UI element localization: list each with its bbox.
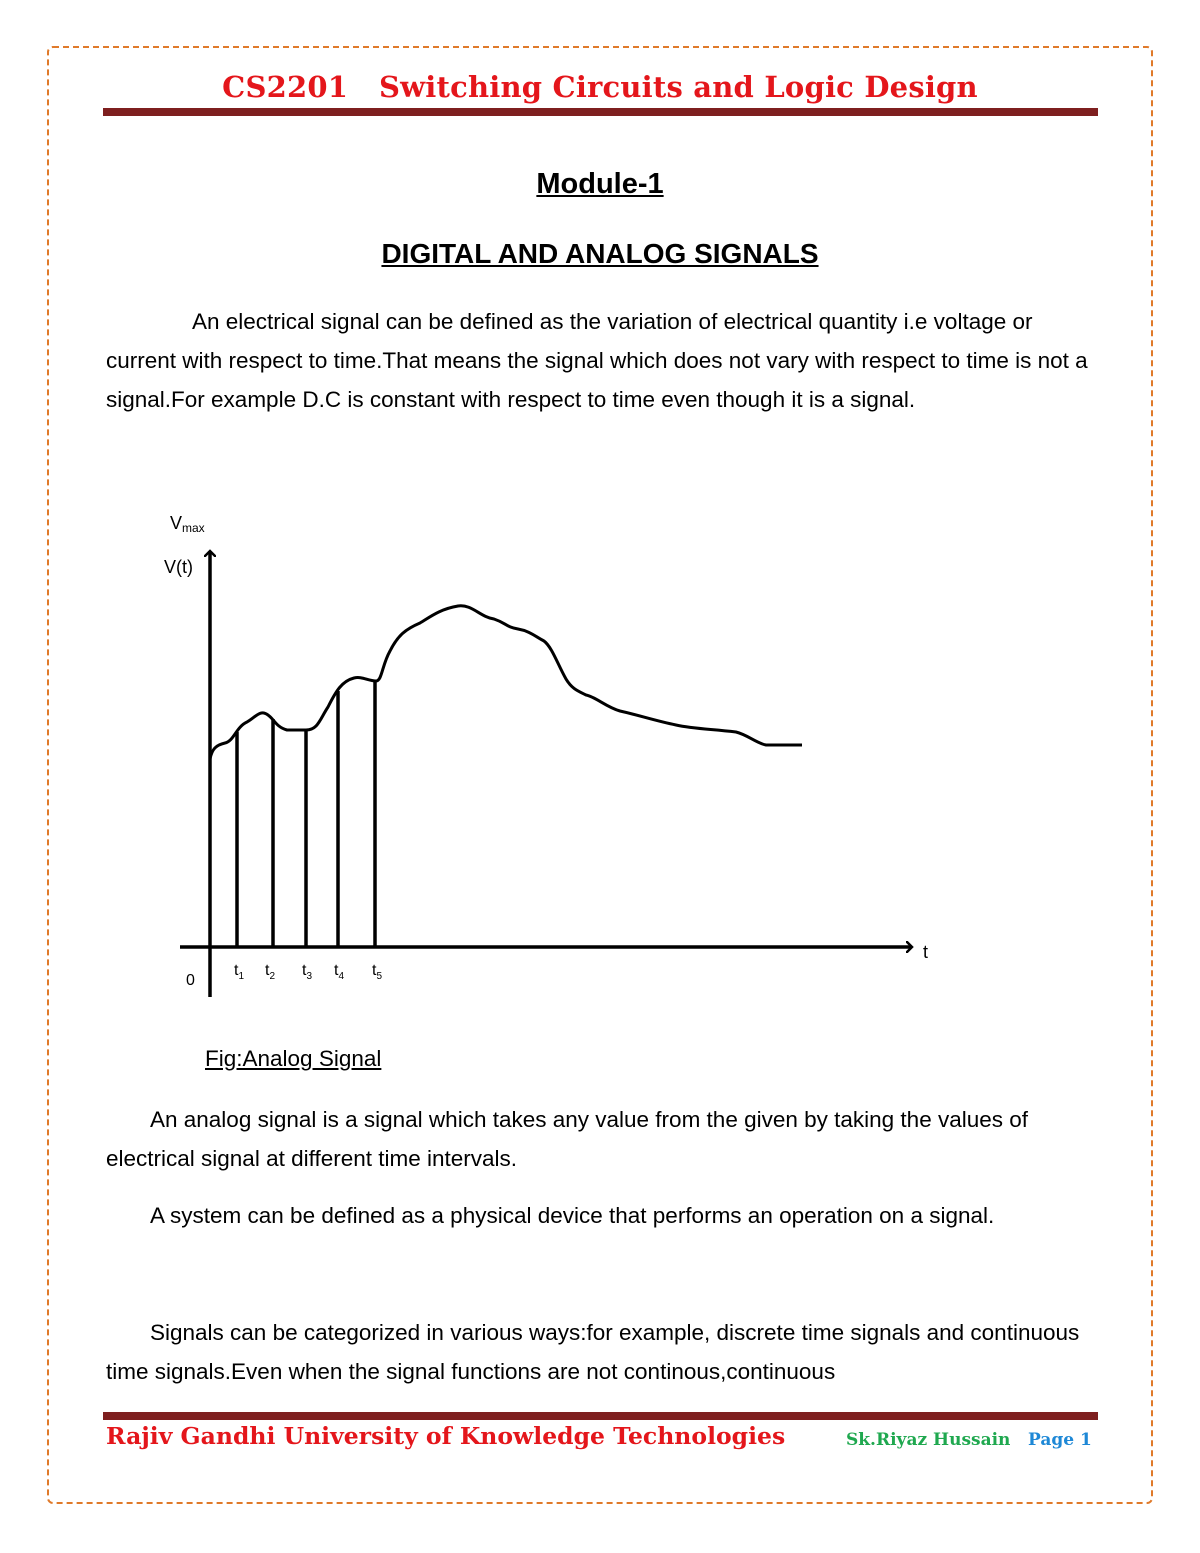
header-rule bbox=[103, 108, 1098, 116]
system-definition-paragraph: A system can be defined as a physical device that performs an operation on a signal. bbox=[150, 1203, 995, 1228]
origin-label: 0 bbox=[186, 972, 195, 989]
tick-label-t2: $t_2$ bbox=[265, 962, 276, 982]
footer-page-number: Page 1 bbox=[1028, 1430, 1092, 1450]
footer-author: Sk.Riyaz Hussain bbox=[846, 1430, 1011, 1450]
tick-label-t5: $t_5$ bbox=[372, 962, 383, 982]
analog-definition-paragraph: An analog signal is a signal which takes any value from the given by taking the values of electrical signal at different time intervals. bbox=[106, 1107, 1029, 1171]
signal-curve bbox=[210, 606, 802, 759]
tick-label-t1: $t_1$ bbox=[234, 962, 245, 982]
footer-institution: Rajiv Gandhi University of Knowledge Technologies bbox=[106, 1422, 786, 1450]
section-title: DIGITAL AND ANALOG SIGNALS bbox=[381, 238, 819, 269]
tick-label-t4: $t_4$ bbox=[334, 962, 345, 982]
vmax-label: Vmax bbox=[170, 513, 205, 535]
footer-rule bbox=[103, 1412, 1098, 1420]
tick-label-t3: $t_3$ bbox=[302, 962, 313, 982]
course-header-title: CS2201 Switching Circuits and Logic Design bbox=[222, 70, 978, 104]
figure-caption: Fig:Analog Signal bbox=[205, 1046, 382, 1071]
analog-signal-diagram bbox=[150, 505, 960, 1015]
intro-paragraph: An electrical signal can be defined as the variation of electrical quantity i.e voltage or current with respect to time.That means the signal which does not vary with respect to time is not a signal.For example D.C is constant with respect to time even though it is a signal. bbox=[106, 309, 1088, 412]
analog-signal-figure bbox=[150, 505, 960, 1015]
vt-label: V(t) bbox=[164, 557, 193, 577]
signal-categories-paragraph: Signals can be categorized in various ways:for example, discrete time signals and continuous time signals.Even when the signal functions are not continous,continuous bbox=[106, 1320, 1080, 1384]
t-axis-label: t bbox=[923, 942, 929, 962]
module-title: Module-1 bbox=[536, 168, 664, 200]
